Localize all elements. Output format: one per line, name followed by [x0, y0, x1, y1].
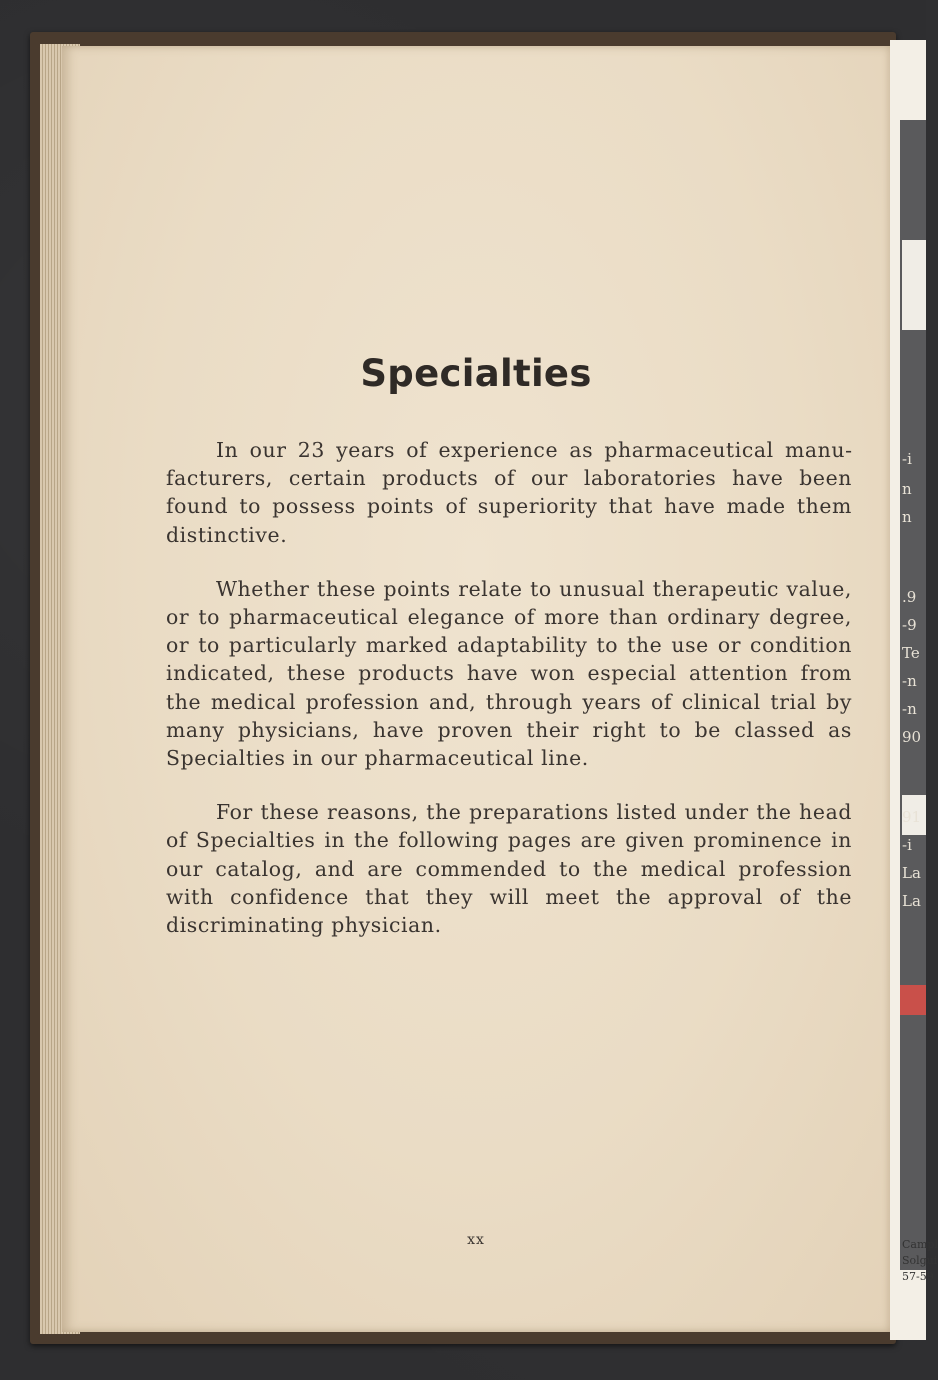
- page-number: xx: [467, 1232, 485, 1248]
- adjacent-text-fragment: n: [902, 480, 912, 498]
- adjacent-text-fragment: La: [902, 864, 921, 882]
- adjacent-text-fragment: n: [902, 508, 912, 526]
- adjacent-text-fragment: -n: [902, 672, 917, 690]
- adjacent-page-strip: [890, 40, 938, 1340]
- adjacent-text-fragment: 90: [902, 728, 922, 746]
- page-title: Specialties: [360, 352, 592, 395]
- adjacent-text-fragment: -i: [902, 836, 912, 854]
- adjacent-text-fragment: Solgui: [902, 1254, 938, 1267]
- adjacent-text-fragment: -9: [902, 616, 917, 634]
- paragraph-3: For these reasons, the preparations listed under the head of Specialties in the following pages are given prominence in our catalog, and are commended to the medical profession with confidence that they will meet the approval of the discriminating physician.: [166, 800, 852, 938]
- adjacent-text-fragment: Te: [902, 644, 920, 662]
- adjacent-page-tab: [902, 240, 926, 330]
- paragraph-2: Whether these points relate to unusual therapeutic value, or to pharmaceutical elegance of more than ordinary degree, or to particularly marked adaptability to the use or condition indicated, these products have won especial attention from the medical profession and, through years of clinical trial by many physicians, have proven their right to be classed as Specialties in our pharmaceutical line.: [166, 576, 852, 771]
- adjacent-page-red-band: [900, 985, 926, 1015]
- adjacent-text-fragment: .9: [902, 588, 917, 606]
- adjacent-text-fragment: -i: [902, 450, 912, 468]
- adjacent-text-fragment: -n: [902, 700, 917, 718]
- adjacent-text-fragment: La: [902, 892, 921, 910]
- adjacent-text-fragment: Campl: [902, 1238, 938, 1251]
- paragraph-1: In our 23 years of experience as pharmaceutical manufacturers, certain products of our laboratories have been found to possess points of superiority that have made them distinctive.: [166, 438, 852, 547]
- adjacent-text-fragment: 57-59: [902, 1270, 934, 1283]
- body-text: [166, 436, 852, 965]
- adjacent-text-fragment: 91: [902, 808, 922, 826]
